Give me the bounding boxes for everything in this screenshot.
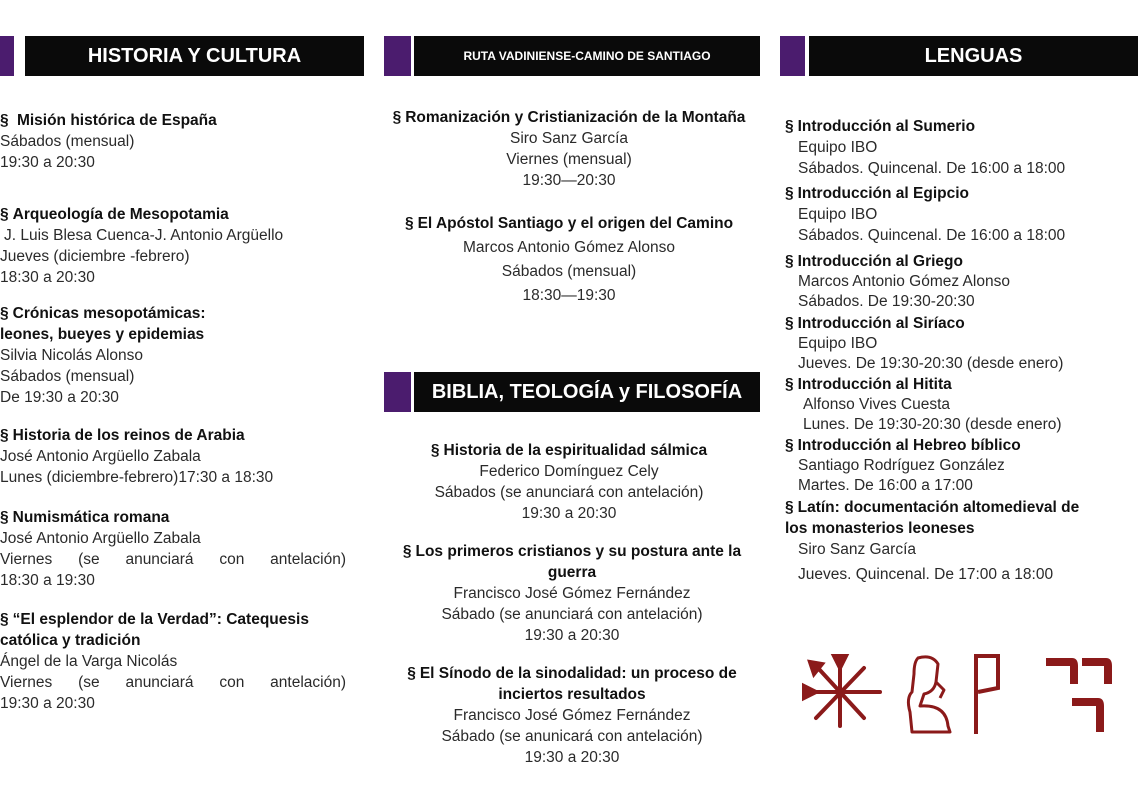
course-apostol [360,212,778,308]
course-cronicas [0,303,350,408]
course-title: § Los primeros cristianos y su postura ante la [402,543,742,560]
header-title: LENGUAS [809,36,1138,76]
course-title: § Introducción al Griego [785,253,963,270]
course-title: § “El esplendor de la Verdad”: Catequesis [0,611,309,628]
course-hebreo [785,436,1135,496]
course-title: § Misión histórica de España [0,112,217,129]
course-siriaco [785,314,1135,374]
course-schedule: Viernes (se anunciará con antelación) [0,674,346,691]
course-title: § Numismática romana [0,509,170,526]
course-teacher: Marcos Antonio Gómez Alonso [798,273,1010,290]
course-teacher: Alfonso Vives Cuesta [803,396,951,413]
course-title-cont: católica y tradición [0,632,141,649]
course-schedule: Sábados (mensual) [0,133,135,150]
course-schedule: Viernes (mensual) [506,151,632,168]
header-lenguas [780,36,1138,76]
course-title-cont: los monasterios leoneses [785,520,975,537]
course-teacher: Ángel de la Varga Nicolás [0,653,178,670]
header-accent [0,36,14,76]
header-accent [780,36,805,76]
course-teacher: José Antonio Argüello Zabala [0,448,201,465]
header-title: HISTORIA Y CULTURA [25,36,364,76]
course-sinodo [380,663,764,768]
course-title: § Introducción al Egipcio [785,185,969,202]
course-schedule: Sábados (mensual) [0,368,135,385]
course-title-cont: guerra [547,564,597,581]
phoenician-letter-icon [976,656,998,734]
course-schedule: Sábados (se anunciará con antelación) [434,484,704,501]
header-accent [384,36,411,76]
course-teacher: Equipo IBO [798,139,878,156]
course-schedule: Sábados. Quincenal. De 16:00 a 18:00 [798,160,1066,177]
course-title: § Historia de la espiritualidad sálmica [430,442,708,459]
course-title: § Introducción al Siríaco [785,315,965,332]
course-time: De 19:30 a 20:30 [0,389,119,406]
course-mision [0,110,350,173]
course-time: 19:30 a 20:30 [521,505,617,522]
course-schedule: Martes. De 16:00 a 17:00 [798,477,973,494]
course-time: 18:30 a 20:30 [0,269,95,286]
header-ruta [384,36,760,76]
course-title: § El Sínodo de la sinodalidad: un proceso de [407,665,737,682]
course-schedule: Sábados (mensual) [501,263,637,280]
course-schedule: Jueves. Quincenal. De 17:00 a 18:00 [798,566,1054,583]
course-hitita [785,375,1135,435]
course-title: § Latín: documentación altomedieval de [785,499,1080,516]
course-teacher: Marcos Antonio Gómez Alonso [463,239,675,256]
header-title: RUTA VADINIENSE-CAMINO DE SANTIAGO [414,36,760,76]
course-cristianos [380,541,764,646]
header-historia [0,36,364,76]
course-time: 19:30 a 20:30 [0,695,95,712]
course-time: 19:30 a 20:30 [0,154,95,171]
egyptian-seated-figure-icon [908,657,950,732]
course-title: § Introducción al Sumerio [785,118,976,135]
course-schedule: Sábado (se anunciará con antelación) [441,606,703,623]
course-title-cont: inciertos resultados [498,686,646,703]
course-arabia [0,425,350,488]
course-time: 18:30 a 19:30 [0,572,95,589]
course-time: 19:30 a 20:30 [524,749,620,766]
course-schedule: Jueves (diciembre -febrero) [0,248,190,265]
course-time: 19:30—20:30 [522,172,616,189]
course-teacher: Equipo IBO [798,206,878,223]
header-biblia [384,372,760,412]
course-esplendor [0,609,346,714]
course-title: § Introducción al Hitita [785,376,952,393]
course-title: § Historia de los reinos de Arabia [0,427,245,444]
course-teacher: Siro Sanz García [798,541,917,558]
course-title: § Arqueología de Mesopotamia [0,206,229,223]
course-schedule: Jueves. De 19:30-20:30 (desde enero) [798,355,1064,372]
course-egipcio [785,183,1135,246]
course-salmica [360,440,778,524]
course-romanizacion [360,107,778,191]
course-arqueologia [0,204,350,288]
course-teacher: Silvia Nicolás Alonso [0,347,144,364]
course-sumerio [785,116,1135,179]
course-teacher: Equipo IBO [798,335,878,352]
course-numismatica [0,507,346,591]
header-accent [384,372,411,412]
course-title: § Introducción al Hebreo bíblico [785,437,1021,454]
course-teacher: Siro Sanz García [509,130,629,147]
course-schedule: Sábados. De 19:30-20:30 [798,293,975,310]
course-time: 19:30 a 20:30 [524,627,620,644]
header-title: BIBLIA, TEOLOGÍA y FILOSOFÍA [414,372,760,412]
course-schedule: Sábados. Quincenal. De 16:00 a 18:00 [798,227,1066,244]
course-time: 18:30—19:30 [522,287,616,304]
course-griego [785,252,1135,312]
course-schedule: Sábado (se anunicará con antelación) [441,728,703,745]
course-title: § Crónicas mesopotámicas: [0,305,206,322]
course-schedule: Lunes. De 19:30-20:30 (desde enero) [803,416,1062,433]
course-teacher: Francisco José Gómez Fernández [453,707,691,724]
course-latin [785,497,1135,585]
course-teacher: José Antonio Argüello Zabala [0,530,201,547]
course-teacher: Francisco José Gómez Fernández [453,585,691,602]
course-title-cont: leones, bueyes y epidemias [0,326,205,343]
cuneiform-star-icon [804,656,880,726]
course-schedule: Lunes (diciembre-febrero)17:30 a 18:30 [0,469,274,486]
course-schedule: Viernes (se anunciará con antelación) [0,551,346,568]
course-teacher: Santiago Rodríguez González [798,457,1005,474]
course-teacher: J. Luis Blesa Cuenca-J. Antonio Argüello [4,227,284,244]
hebrew-letters-icon [1046,658,1112,732]
course-teacher: Federico Domínguez Cely [479,463,659,480]
course-title: § Romanización y Cristianización de la Montaña [392,109,746,126]
course-title: § El Apóstol Santiago y el origen del Camino [404,215,734,232]
ancient-glyphs [800,652,1112,738]
